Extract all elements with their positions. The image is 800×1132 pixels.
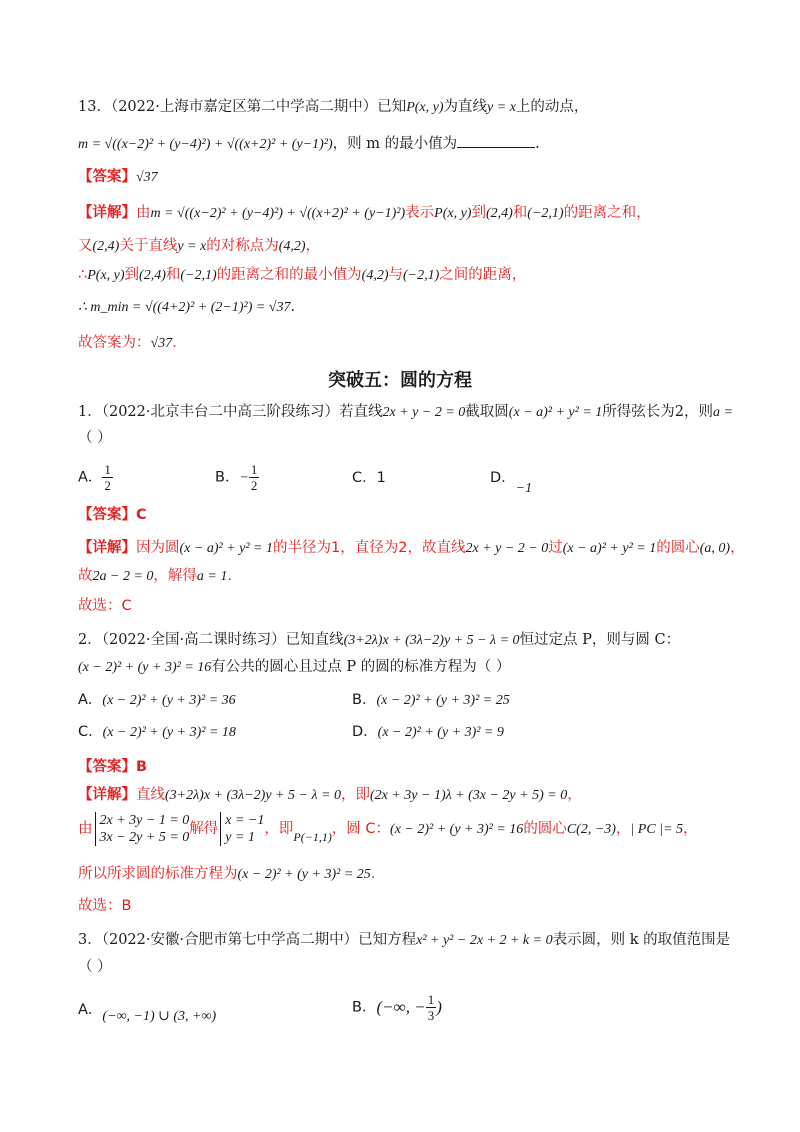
detail-math: P(−1,1) [293, 829, 332, 844]
q13-math-point: P(x, y) [406, 100, 444, 115]
answer-value: B [136, 759, 148, 775]
option-value-suffix: ) [436, 997, 442, 1017]
detail-text: 表示 [405, 205, 435, 221]
system-eq-2: 3x − 2y + 5 = 0 [99, 830, 190, 845]
detail-math: y = x [177, 239, 207, 254]
option-label: D． [352, 724, 378, 740]
detail-math: (3+2λ)x + (3λ−2)y + 5 − λ = 0 [165, 788, 341, 803]
detail-text: 因为圆 [136, 540, 180, 556]
detail-label: 【详解】 [78, 205, 136, 221]
final-answer-text: 故答案为： [78, 335, 151, 351]
q1-math: a = [713, 405, 733, 420]
q13-detail-line1 [78, 203, 651, 224]
answer-value: C [136, 507, 147, 523]
detail-text: . [227, 568, 232, 584]
q2-detail-line1 [78, 785, 582, 806]
detail-math: ∴ m_min = √((4+2)² + (2−1)²) = √37 [78, 300, 291, 315]
q2-math: (x − 2)² + (y + 3)² = 16 [78, 660, 212, 675]
detail-text: 的圆心 [523, 820, 567, 837]
detail-text: ， [567, 787, 582, 803]
solution-y: y = 1 [225, 830, 255, 845]
detail-math: (4,2) [278, 239, 306, 254]
q2-option-b[interactable] [352, 690, 510, 711]
detail-text: 到 [124, 267, 140, 283]
q3-option-b[interactable] [352, 992, 442, 1023]
detail-text: ，解得 [153, 568, 197, 584]
q1-text: 所得弦长为2，则 [602, 404, 714, 420]
detail-text: 的距离之和， [563, 205, 651, 221]
q1-option-b[interactable] [215, 462, 259, 493]
q1-option-d[interactable] [490, 468, 533, 496]
detail-text: 关于直线 [119, 238, 178, 254]
q2-stem-line1 [78, 630, 680, 651]
final-answer-text: . [172, 335, 177, 351]
detail-text: . [370, 866, 376, 882]
detail-label: 【详解】 [78, 787, 136, 803]
fraction-denominator: 2 [250, 478, 258, 493]
option-label: A． [78, 692, 103, 708]
q1-option-a[interactable] [78, 462, 113, 493]
q1-number: 1． [78, 404, 102, 420]
q1-math: (x − a)² + y² = 1 [508, 405, 603, 420]
fraction-numerator: 1 [104, 462, 111, 477]
option-label: B． [352, 692, 377, 708]
detail-text: ， [305, 238, 321, 254]
detail-math: a = 1 [196, 569, 228, 584]
fraction-numerator: 1 [250, 462, 258, 477]
system-eq-1: 2x + 3y − 1 = 0 [99, 813, 190, 828]
detail-text: 由 [136, 205, 151, 221]
detail-text: 与 [388, 267, 403, 283]
detail-math: (−2,1) [527, 206, 564, 221]
detail-text: 的对称点为 [206, 238, 279, 254]
answer-blank [457, 133, 535, 148]
fraction [249, 462, 260, 493]
q1-final: 故选：C [78, 598, 132, 614]
detail-math: (−2,1) [402, 268, 440, 283]
q13-answer [78, 167, 158, 188]
q2-final: 故选：B [78, 898, 132, 914]
option-label: C． [352, 470, 377, 486]
detail-text: 又 [78, 238, 93, 254]
fraction [102, 462, 113, 493]
detail-text: ，圆 C： [331, 820, 391, 837]
q2-text: 恒过定点 P，则与圆 C： [519, 632, 681, 648]
detail-math: P(x, y) [87, 268, 125, 283]
q2-option-d[interactable] [352, 722, 504, 743]
q2-option-c[interactable] [78, 722, 236, 743]
q3-paren: （ ） [78, 959, 112, 975]
q3-stem-line1 [78, 930, 730, 951]
q13-source: （2022·上海市嘉定区第二中学高二期中）已知 [110, 99, 407, 115]
q1-detail-line1 [78, 538, 745, 559]
fraction-numerator: 1 [427, 992, 435, 1007]
q13-text: ，则 m 的最小值为 [332, 136, 458, 152]
option-label: B． [215, 469, 240, 486]
option-value-prefix: (−∞, − [376, 997, 426, 1017]
q13-detail-line4 [78, 297, 295, 318]
q3-source: （2022·安徽·合肥市第七中学高二期中）已知方程 [101, 932, 417, 948]
q2-source: （2022·全国·高二课时练习）已知直线 [101, 632, 344, 648]
detail-text: 的距离之和的最小值为 [216, 267, 362, 283]
solution-x: x = −1 [225, 813, 265, 828]
option-value: (x − 2)² + (y + 3)² = 9 [377, 725, 504, 740]
q13-math-line: y = x [487, 100, 516, 115]
q1-option-c[interactable] [352, 468, 386, 488]
q2-answer [78, 757, 147, 777]
detail-math: (2,4) [92, 239, 120, 254]
detail-math: | PC |= 5 [630, 821, 683, 837]
option-value: 1 [376, 470, 386, 486]
detail-text: 故 [78, 568, 93, 584]
answer-value: √37 [136, 170, 158, 185]
q3-option-a[interactable] [78, 1000, 217, 1024]
detail-math: (4,2) [361, 268, 389, 283]
detail-text: ∴ [78, 267, 88, 283]
fraction [426, 992, 437, 1023]
answer-label: 【答案】 [78, 507, 136, 523]
q1-stem-line1 [78, 402, 733, 423]
detail-text: ， [615, 820, 631, 837]
q2-text: 有公共的圆心且过点 P 的圆的标准方程为（ ） [211, 659, 511, 675]
detail-text: ，即 [340, 787, 370, 803]
detail-text: ， [682, 820, 698, 837]
detail-text: 的圆心 [656, 540, 700, 556]
option-value: (−∞, −1) ∪ (3, +∞) [102, 1009, 217, 1024]
q13-number: 13． [78, 99, 111, 115]
q1-source: （2022·北京丰台二中高三阶段练习）若直线 [101, 404, 383, 420]
q3-math: x² + y² − 2x + 2 + k = 0 [416, 933, 553, 948]
detail-text: . [290, 299, 296, 315]
answer-label: 【答案】 [78, 169, 136, 185]
option-label: B． [352, 999, 377, 1016]
fraction-denominator: 3 [427, 1008, 435, 1023]
q1-detail-line2 [78, 566, 232, 587]
option-value: (x − 2)² + (y + 3)² = 25 [376, 693, 510, 708]
q13-text: 上的动点， [515, 99, 589, 115]
q2-math: (3+2λ)x + (3λ−2)y + 5 − λ = 0 [343, 633, 520, 648]
option-value: −1 [515, 481, 533, 496]
detail-text: 过 [548, 540, 563, 556]
detail-math: (x − 2)² + (y + 3)² = 25 [237, 867, 371, 882]
detail-text: 直线 [136, 787, 165, 803]
detail-math: (x − a)² + y² = 1 [562, 541, 657, 556]
option-sign: − [239, 470, 249, 486]
detail-math: C(2, −3) [566, 821, 616, 837]
q13-math-m: m = √((x−2)² + (y−4)²) + √((x+2)² + (y−1)²) [78, 137, 333, 152]
q2-detail-line2 [78, 812, 697, 846]
option-label: D． [490, 470, 516, 486]
detail-math: (−2,1) [180, 268, 217, 283]
detail-text: 和 [165, 267, 181, 283]
detail-text: 的半径为1，直径为2，故直线 [273, 540, 466, 556]
option-label: A． [78, 469, 103, 486]
detail-math: (2x + 3y − 1)λ + (3x − 2y + 5) = 0 [369, 788, 568, 803]
detail-text: ， [730, 540, 745, 556]
detail-label: 【详解】 [78, 540, 136, 556]
q3-number: 3． [78, 932, 102, 948]
q2-number: 2． [78, 632, 102, 648]
detail-text: 之间的距离， [439, 267, 527, 283]
q1-math: 2x + y − 2 = 0 [382, 405, 466, 420]
detail-math: P(x, y) [434, 206, 472, 221]
detail-math: (a, 0) [699, 541, 731, 556]
q2-option-a[interactable] [78, 690, 236, 711]
q2-detail-line3 [78, 864, 375, 885]
q13-stem-line1 [78, 97, 588, 118]
detail-math: (2,4) [485, 206, 513, 221]
answer-label: 【答案】 [78, 759, 136, 775]
detail-text: ，即 [264, 820, 294, 837]
detail-math: 2x + y − 2 − 0 [465, 541, 549, 556]
equation-system [95, 812, 190, 846]
q2-stem-line2 [78, 657, 510, 678]
q13-detail-line3 [78, 265, 526, 286]
q1-text: 截取圆 [465, 404, 509, 420]
detail-math: (x − 2)² + (y + 3)² = 16 [390, 821, 524, 837]
q13-text: . [535, 136, 540, 152]
fraction-denominator: 2 [104, 478, 111, 493]
q13-text: 为直线 [443, 99, 488, 115]
detail-math: 2a − 2 = 0 [92, 569, 154, 584]
detail-math: (2,4) [139, 268, 166, 283]
detail-math: m = √((x−2)² + (y−4)²) + √((x+2)² + (y−1)²) [150, 206, 406, 221]
q13-detail-line2 [78, 236, 320, 257]
detail-math: (x − a)² + y² = 1 [179, 541, 273, 556]
q3-text: 表示圆，则 k 的取值范围是 [552, 932, 731, 948]
option-label: C． [78, 724, 103, 740]
section-title: 突破五：圆的方程 [328, 370, 472, 391]
solution-system [220, 812, 264, 846]
detail-text: 到 [471, 205, 486, 221]
option-value: (x − 2)² + (y + 3)² = 36 [102, 693, 236, 708]
detail-text: 解得 [189, 820, 219, 837]
q13-stem-line2 [78, 133, 540, 155]
detail-text: 和 [512, 205, 528, 221]
option-value: (x − 2)² + (y + 3)² = 18 [102, 725, 236, 740]
q1-answer [78, 505, 147, 525]
option-label: A． [78, 1002, 103, 1018]
q1-paren: （ ） [78, 430, 112, 446]
detail-text: 由 [78, 820, 93, 837]
detail-text: 所以所求圆的标准方程为 [78, 866, 238, 882]
final-answer-math: √37 [150, 336, 173, 351]
q13-final [78, 333, 177, 354]
